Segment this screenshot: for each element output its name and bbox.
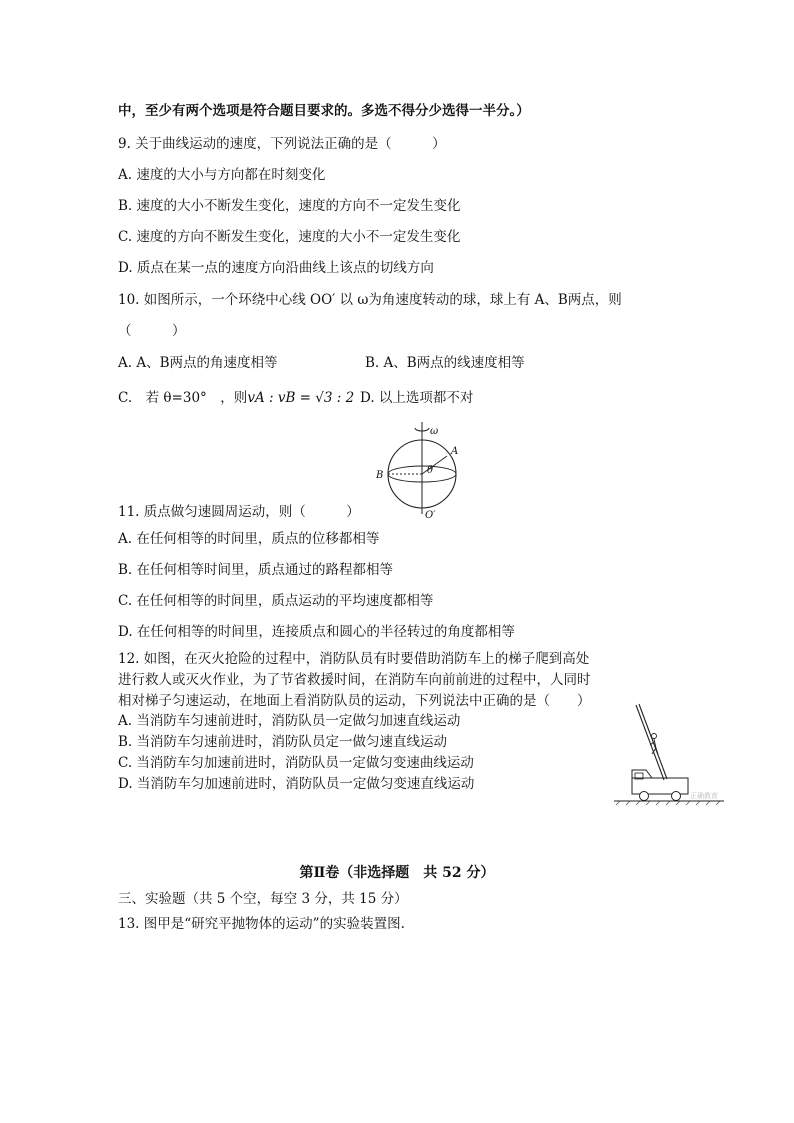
axis-bottom-label: O′: [425, 510, 436, 521]
q10-paren: （ ）: [118, 323, 186, 339]
point-b-label: B: [376, 470, 384, 481]
q10-option-b: B. A、B两点的线速度相等: [365, 355, 525, 371]
q10-option-c-prefix: C. 若 θ=30° ，则: [118, 390, 248, 406]
fire-truck-figure: [612, 702, 727, 807]
point-a-label: A: [451, 446, 459, 457]
ladder-rail-1: [636, 705, 664, 780]
ladder-rail-2: [639, 704, 667, 779]
angle-label: θ: [427, 465, 434, 476]
rear-wheel: [672, 792, 681, 801]
q10-option-d: D. 以上选项都不对: [360, 390, 474, 406]
q10-option-c: [118, 389, 354, 407]
q11-stem: 11. 质点做匀速圆周运动，则（ ）: [118, 504, 360, 520]
q10-option-a: A. A、B两点的角速度相等: [118, 355, 278, 371]
front-wheel: [640, 792, 649, 801]
q9-option-d: D. 质点在某一点的速度方向沿曲线上该点的切线方向: [118, 260, 434, 276]
q11-option-b: B. 在任何相等时间里，质点通过的路程都相等: [118, 562, 394, 578]
truck-body: [632, 778, 688, 794]
rotating-sphere-figure: [365, 418, 465, 521]
q12-line-3: 相对梯子匀速运动，在地面上看消防队员的运动，下列说法中正确的是（ ）: [118, 693, 591, 709]
q12-line-1: 12. 如图，在灭火抢险的过程中，消防队员有时要借助消防车上的梯子爬到高处: [118, 651, 590, 667]
q12-option-b: B. 当消防车匀速前进时，消防队员定一做匀速直线运动: [118, 734, 448, 750]
q11-option-c: C. 在任何相等的时间里，质点运动的平均速度都相等: [118, 593, 434, 609]
q12-line-2: 进行救人或灭火作业，为了节省救援时间，在消防车向前前进的过程中，人同时: [118, 672, 591, 688]
section-3-heading: 三、实验题（共 5 个空，每空 3 分，共 15 分）: [118, 891, 408, 907]
q11-option-a: A. 在任何相等的时间里，质点的位移都相等: [118, 531, 380, 547]
omega-label: ω: [430, 426, 439, 437]
q10-option-c-formula: vA : vB = √3 : 2: [247, 390, 355, 406]
ground-hatching: [616, 801, 720, 805]
q12-option-c: C. 当消防车匀加速前进时，消防队员一定做匀变速曲线运动: [118, 755, 474, 771]
q12-option-a: A. 当消防车匀速前进时，消防队员一定做匀加速直线运动: [118, 713, 461, 729]
q12-option-d: D. 当消防车匀加速前进时，消防队员一定做匀变速直线运动: [118, 776, 475, 792]
part-2-title: 第Ⅱ卷（非选择题 共 52 分）: [299, 865, 495, 881]
q10-stem: 10. 如图所示，一个环绕中心线 OO′ 以 ω为角速度转动的球，球上有 A、B两点，则: [118, 292, 622, 308]
q9-option-b: B. 速度的大小不断发生变化，速度的方向不一定发生变化: [118, 198, 461, 214]
q11-option-d: D. 在任何相等的时间里，连接质点和圆心的半径转过的角度都相等: [118, 624, 515, 640]
q9-stem: 9. 关于曲线运动的速度，下列说法正确的是（ ）: [118, 136, 446, 152]
q9-option-c: C. 速度的方向不断发生变化，速度的大小不一定发生变化: [118, 229, 461, 245]
radius-to-a: [422, 456, 447, 474]
q13-stem: 13. 图甲是“研究平抛物体的运动”的实验装置图.: [118, 916, 405, 932]
watermark: 正确教育: [690, 792, 718, 800]
q9-option-a: A. 速度的大小与方向都在时刻变化: [118, 167, 326, 183]
section-intro: 中，至少有两个选项是符合题目要求的。多选不得分少选得一半分。）: [118, 103, 530, 119]
